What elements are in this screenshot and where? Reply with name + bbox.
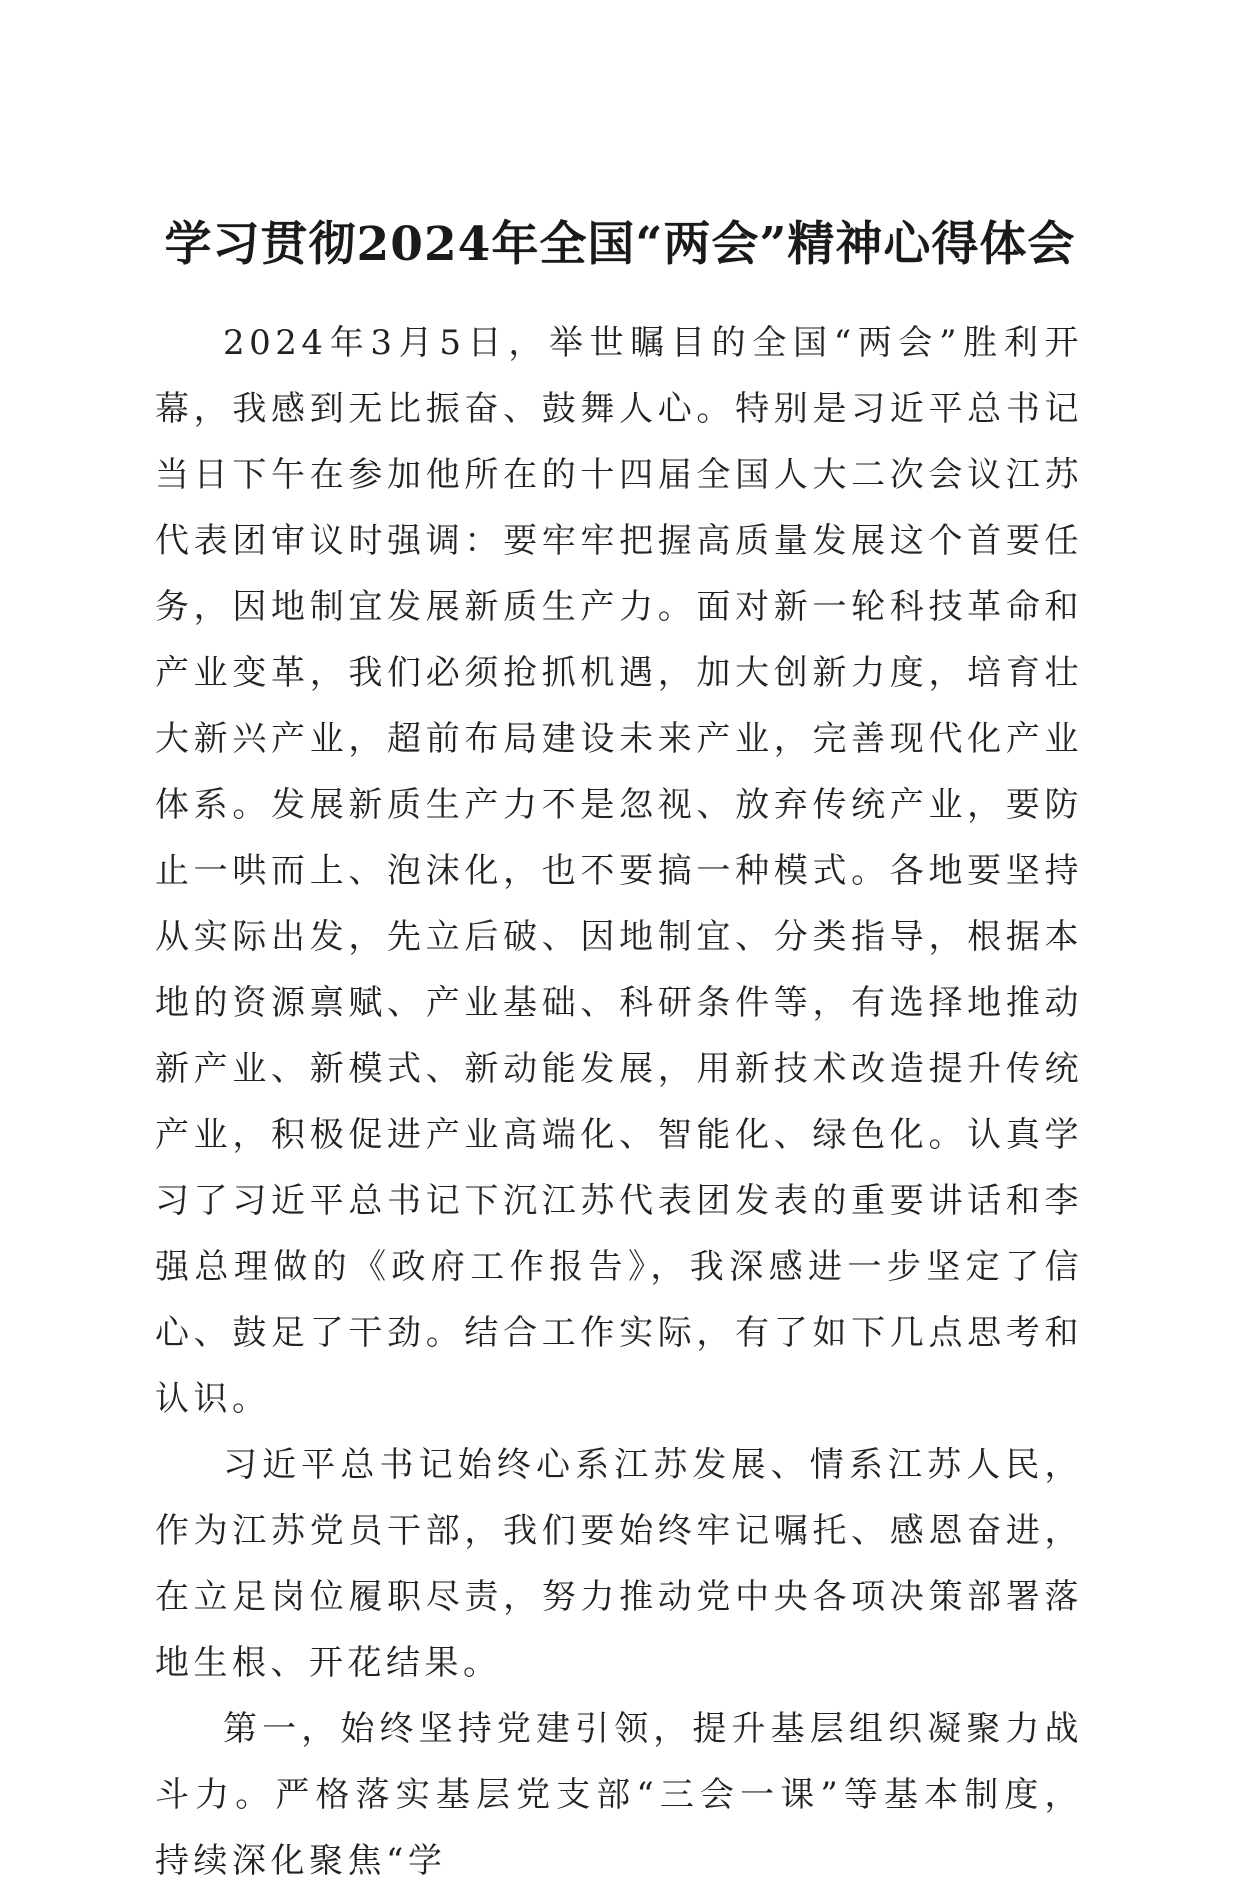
paragraph-1: 2024年3月5日，举世瞩目的全国“两会”胜利开幕，我感到无比振奋、鼓舞人心。特别是习近平总书记当日下午在参加他所在的十四届全国人大二次会议江苏代表团审议时强调：要牢牢把握高质量发展这个首要任务，因地制宜发展新质生产力。面对新一轮科技革命和产业变革，我们必须抢抓机遇，加大创新力度，培育壮大新兴产业，超前布局建设未来产业，完善现代化产业体系。发展新质生产力不是忽视、放弃传统产业，要防止一哄而上、泡沫化，也不要搞一种模式。各地要坚持从实际出发，先立后破、因地制宜、分类指导，根据本地的资源禀赋、产业基础、科研条件等，有选择地推动新产业、新模式、新动能发展，用新技术改造提升传统产业，积极促进产业高端化、智能化、绿色化。认真学习了习近平总书记下沉江苏代表团发表的重要讲话和李强总理做的《政府工作报告》，我深感进一步坚定了信心、鼓足了干劲。结合工作实际，有了如下几点思考和认识。 xyxy=(155,323,1083,1419)
paragraph-3: 第一，始终坚持党建引领，提升基层组织凝聚力战斗力。严格落实基层党支部“三会一课”等基本制度，持续深化聚焦“学 xyxy=(155,1709,1083,1881)
paragraph-2: 习近平总书记始终心系江苏发展、情系江苏人民，作为江苏党员干部，我们要始终牢记嘱托、感恩奋进，在立足岗位履职尽责，努力推动党中央各项决策部署落地生根、开花结果。 xyxy=(155,1445,1083,1683)
document-body xyxy=(155,310,1083,1894)
document-title: 学习贯彻2024年全国“两会”精神心得体会 xyxy=(164,217,1076,272)
